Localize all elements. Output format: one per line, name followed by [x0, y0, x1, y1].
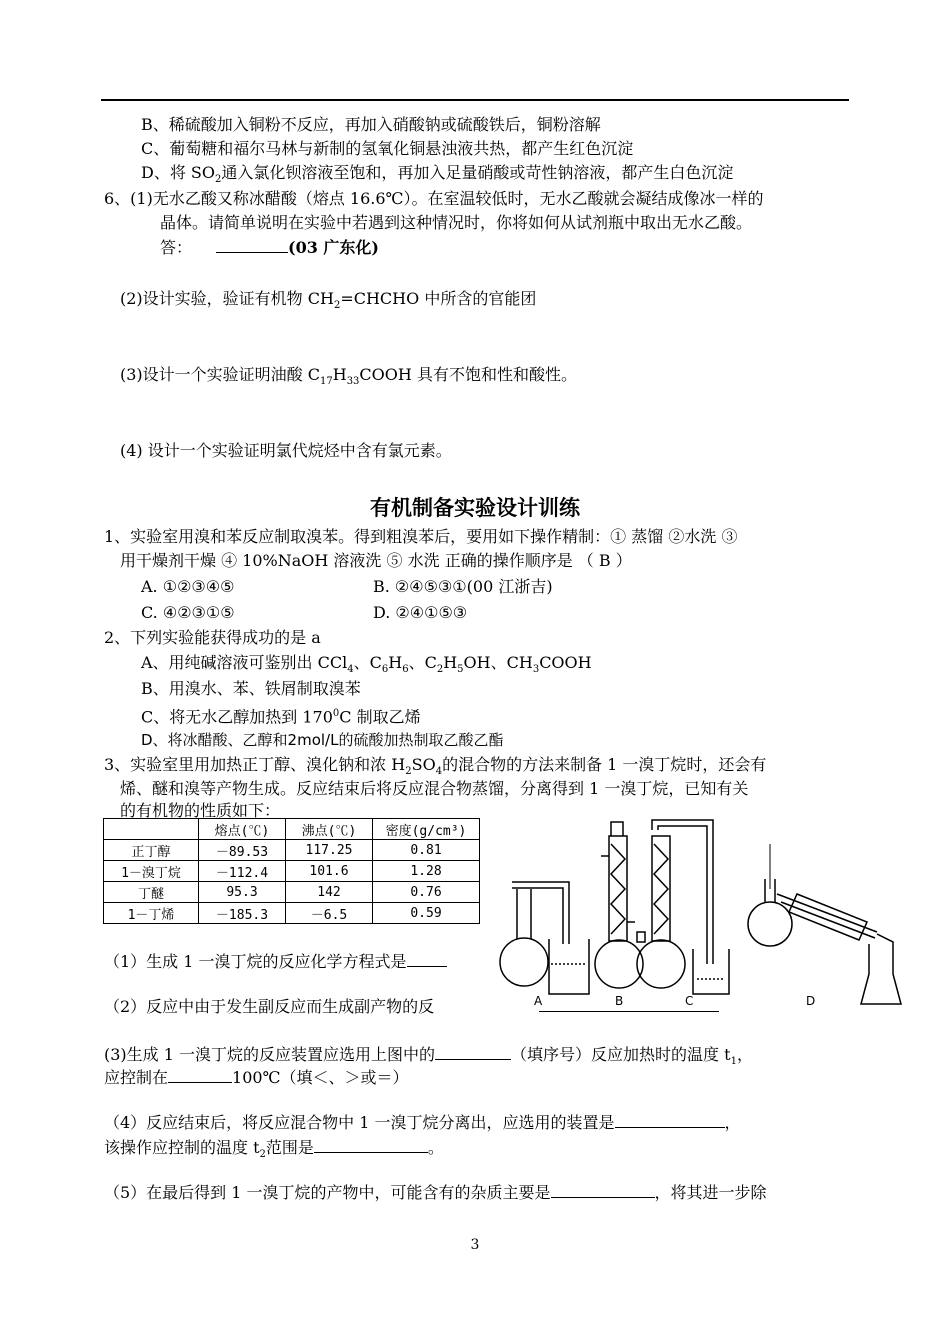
q6-part3: (3)设计一个实验证明油酸 $C_{17}H_{33}COOH$ 具有不饱和性和酸性。	[120, 365, 577, 388]
q6-part1-line2: 晶体。请简单说明在实验中若遇到这种情况时，你将如何从试剂瓶中取出无水乙酸。	[160, 213, 753, 232]
table-cell: 正丁醇	[104, 840, 199, 861]
table-row	[104, 861, 480, 882]
q6-part4: (4) 设计一个实验证明氯代烷烃中含有氯元素。	[120, 441, 452, 460]
p2-option-c: C、将无水乙醇加热到 $170^0C$ 制取乙烯	[141, 707, 421, 727]
answer-blank	[615, 1111, 725, 1128]
p3-q3-line1: (3)生成 1 一溴丁烷的反应装置应选用上图中的 （填序号）反应加热时的温度 $t_1$，	[104, 1045, 753, 1068]
p2-question: 2、下列实验能获得成功的是 a	[104, 628, 321, 647]
table-cell: －112.4	[199, 861, 286, 882]
table-cell: 142	[286, 882, 373, 903]
answer-blank	[407, 950, 447, 967]
p2-option-b: B、用溴水、苯、铁屑制取溴苯	[141, 679, 361, 698]
table-cell: 1－丁烯	[104, 903, 199, 924]
p1-line2: 用干燥剂干燥 ④ 10%NaOH 溶液洗 ⑤ 水洗 正确的操作顺序是 （ B ）	[120, 551, 632, 570]
p3-q3-line2: 应控制在 100℃（填＜、＞或＝）	[104, 1068, 409, 1087]
p1-option-c: C. ④②③①⑤	[141, 603, 235, 622]
answer-blank	[435, 1043, 511, 1060]
table-cell: 丁醚	[104, 882, 199, 903]
table-cell: －6.5	[286, 903, 373, 924]
apparatus-d	[748, 844, 901, 1004]
table-cell: 0.81	[373, 840, 480, 861]
p1-option-d: D. ②④①⑤③	[373, 603, 468, 622]
answer-blank	[168, 1066, 232, 1083]
properties-table	[103, 818, 480, 924]
p1-option-b: B. ②④⑤③①(00 江浙吉)	[373, 577, 553, 596]
table-cell: 117.25	[286, 840, 373, 861]
answer-blank	[216, 236, 288, 253]
p3-q4-line2: 该操作应控制的温度 $t_2$范围是 。	[104, 1138, 444, 1161]
p3-line2: 烯、醚和溴等产物生成。反应结束后将反应混合物蒸馏，分离得到 1 一溴丁烷，已知有关	[120, 779, 749, 798]
p3-q1: （1）生成 1 一溴丁烷的反应化学方程式是	[104, 950, 447, 973]
q5-option-d: D、将 $SO_2$通入氯化钡溶液至饱和，再加入足量硝酸或苛性钠溶液，都产生白色沉淀	[141, 163, 734, 186]
p3-line1: 3、实验室里用加热正丁醇、溴化钠和浓 $H_2SO_4$的混合物的方法来制备 1 一溴丁烷时，还会有	[104, 755, 767, 778]
table-header-cell: 熔点(℃)	[199, 819, 286, 840]
table-row	[104, 882, 480, 903]
p1-line1: 1、实验室用溴和苯反应制取溴苯。得到粗溴苯后，要用如下操作精制：① 蒸馏 ②水洗 ③	[104, 527, 738, 546]
header-rule	[101, 99, 849, 101]
q5-option-b: B、稀硫酸加入铜粉不反应，再加入硝酸钠或硫酸铁后，铜粉溶解	[141, 115, 601, 134]
table-header-cell	[104, 819, 199, 840]
table-header-cell: 密度(g/cm³)	[373, 819, 480, 840]
table-cell: －89.53	[199, 840, 286, 861]
q5-option-c: C、葡萄糖和福尔马林与新制的氢氧化铜悬浊液共热，都产生红色沉淀	[141, 139, 634, 158]
answer-blank	[551, 1181, 655, 1198]
p3-q2: （2）反应中由于发生副反应而生成副产物的反	[104, 995, 719, 1018]
page-number: 3	[470, 1237, 480, 1253]
table-cell: 0.76	[373, 882, 480, 903]
p3-line3: 的有机物的性质如下：	[120, 801, 281, 820]
table-cell: －185.3	[199, 903, 286, 924]
p3-q4-line1: （4）反应结束后，将反应混合物中 1 一溴丁烷分离出，应选用的装置是 ，	[104, 1113, 741, 1132]
q6-part1-line1: 6、(1)无水乙酸又称冰醋酸（熔点 16.6℃）。在室温较低时，无水乙酸就会凝结成像冰一样的	[104, 189, 764, 208]
q6-part2: (2)设计实验，验证有机物 $CH_2=CHCHO$ 中所含的官能团	[120, 289, 537, 312]
p1-option-a: A. ①②③④⑤	[141, 577, 235, 596]
apparatus-label-d: D	[806, 994, 816, 1008]
p2-option-d: D、将冰醋酸、乙醇和2mol/L的硫酸加热制取乙酸乙酯	[141, 731, 504, 749]
table-cell: 1－溴丁烷	[104, 861, 199, 882]
apparatus-label-b: B	[615, 994, 624, 1008]
apparatus-a	[500, 882, 589, 994]
table-cell: 0.59	[373, 903, 480, 924]
answer-blank	[539, 995, 719, 1012]
table-cell: 101.6	[286, 861, 373, 882]
table-cell: 95.3	[199, 882, 286, 903]
apparatus-diagram	[497, 814, 917, 1014]
apparatus-label-a: A	[534, 994, 543, 1008]
answer-blank	[314, 1136, 428, 1153]
table-header-cell: 沸点(℃)	[286, 819, 373, 840]
p3-q5: （5）在最后得到 1 一溴丁烷的产物中，可能含有的杂质主要是 ，将其进一步除	[104, 1183, 767, 1202]
table-row	[104, 840, 480, 861]
section-title: 有机制备实验设计训练	[370, 496, 580, 520]
apparatus-label-c: C	[685, 994, 694, 1008]
table-row	[104, 903, 480, 924]
p2-option-a: A、用纯碱溶液可鉴别出 CCl$_4$、$C_6H_6$、$C_2H_5OH$、$CH_3COOH$	[141, 653, 592, 676]
apparatus-c	[637, 820, 729, 994]
table-cell: 1.28	[373, 861, 480, 882]
table-header-row	[104, 819, 480, 840]
q6-part1-answer: 答： (03 广东化)	[160, 238, 379, 257]
